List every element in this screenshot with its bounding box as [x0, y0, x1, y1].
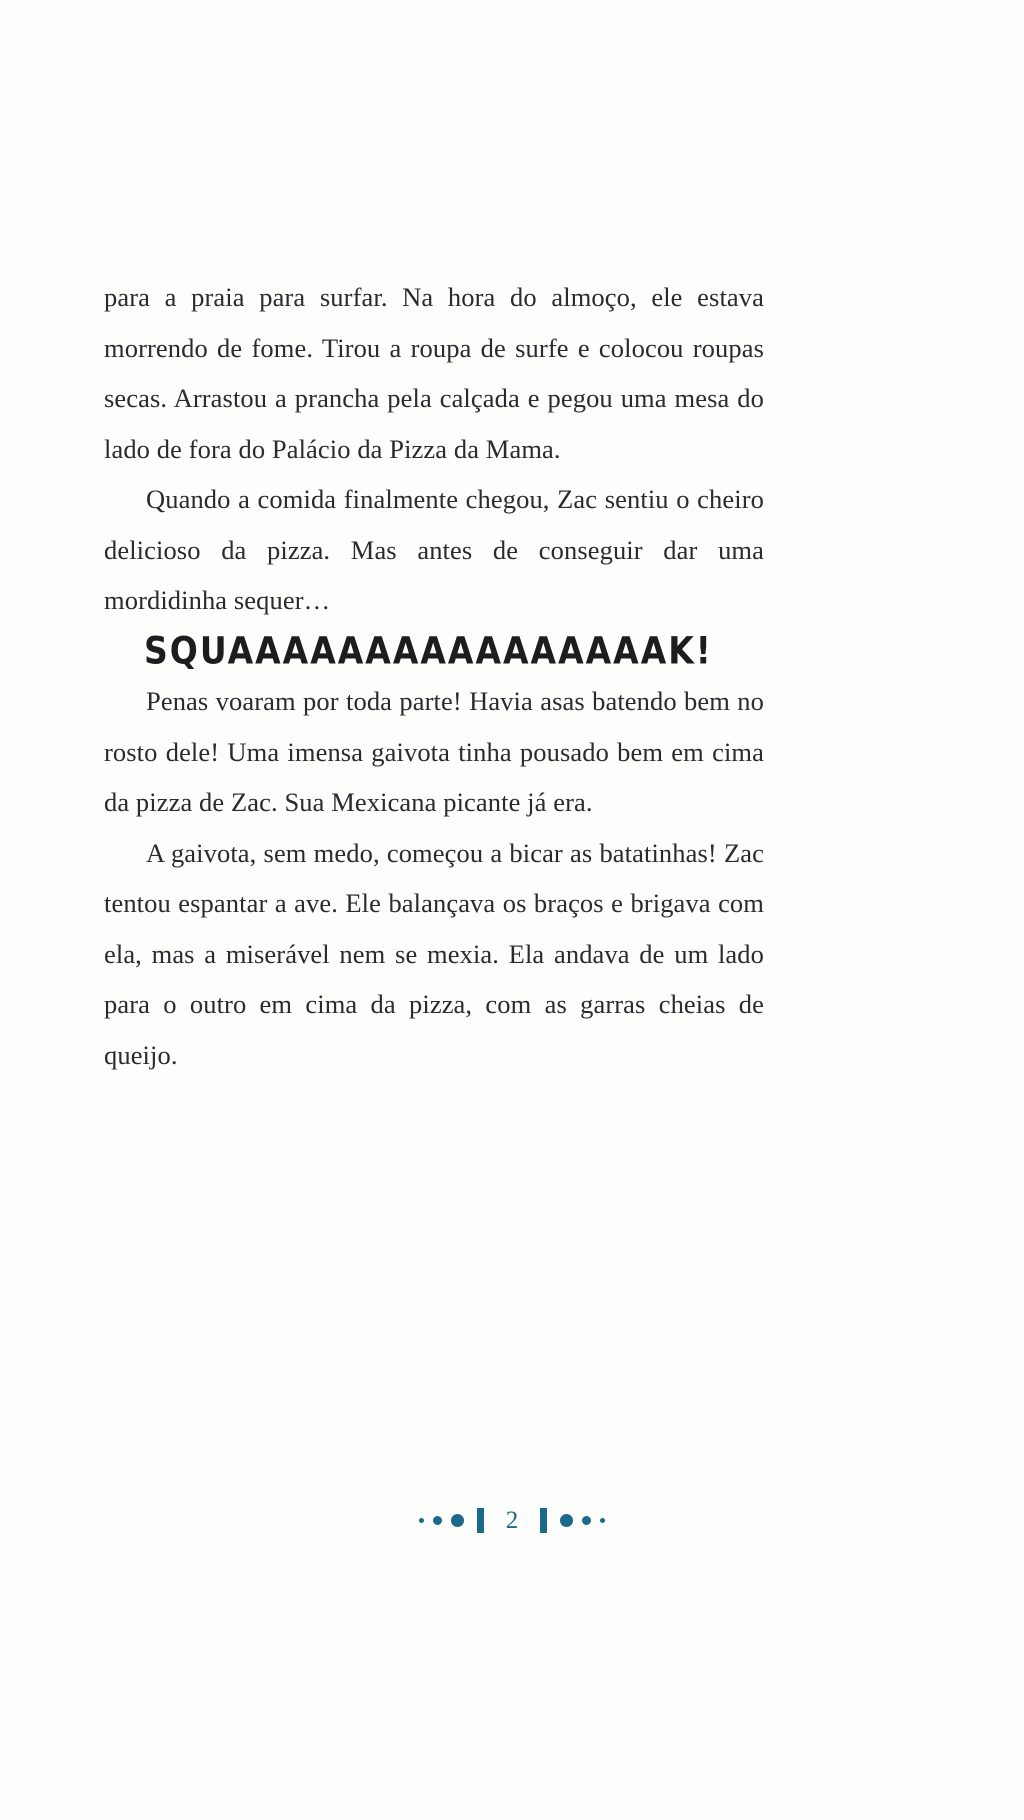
dot-small-icon [419, 1518, 424, 1523]
paragraph-4: A gaivota, sem medo, começou a bicar as batatinhas! Zac tentou espantar a ave. Ele balançava os braços e brigava com ela, mas a miserável nem se mexia. Ela andava de um lado para o outro em cima da pizza, com as garras cheias de queijo. [104, 837, 764, 1070]
dot-medium-icon [582, 1516, 591, 1525]
dot-small-icon [600, 1518, 605, 1523]
ornament-left [419, 1508, 484, 1533]
page-number: 2 [505, 1507, 519, 1534]
dot-large-icon [560, 1514, 573, 1527]
paragraph-2: Quando a comida finalmente chegou, Zac sentiu o cheiro delicioso da pizza. Mas antes de conseguir dar uma mordidinha sequer… [104, 484, 764, 615]
bar-icon [477, 1508, 484, 1533]
bar-icon [540, 1508, 547, 1533]
shout-heading: SQUAAAAAAAAAAAAAAAAK! [144, 628, 713, 672]
paragraph-3: Penas voaram por toda parte! Havia asas batendo bem no rosto dele! Uma imensa gaivota tinha pousado bem em cima da pizza de Zac. Sua Mexicana picante já era. [104, 686, 764, 817]
dot-large-icon [451, 1514, 464, 1527]
text-column [104, 272, 764, 1080]
dot-medium-icon [433, 1516, 442, 1525]
paragraph-1: para a praia para surfar. Na hora do almoço, ele estava morrendo de fome. Tirou a roupa de surfe e colocou roupas secas. Arrastou a prancha pela calçada e pegou uma mesa do lado de fora do Palácio da Pizza da Mama. [104, 282, 764, 464]
ornament-right [540, 1508, 605, 1533]
page-footer [0, 1508, 1024, 1533]
